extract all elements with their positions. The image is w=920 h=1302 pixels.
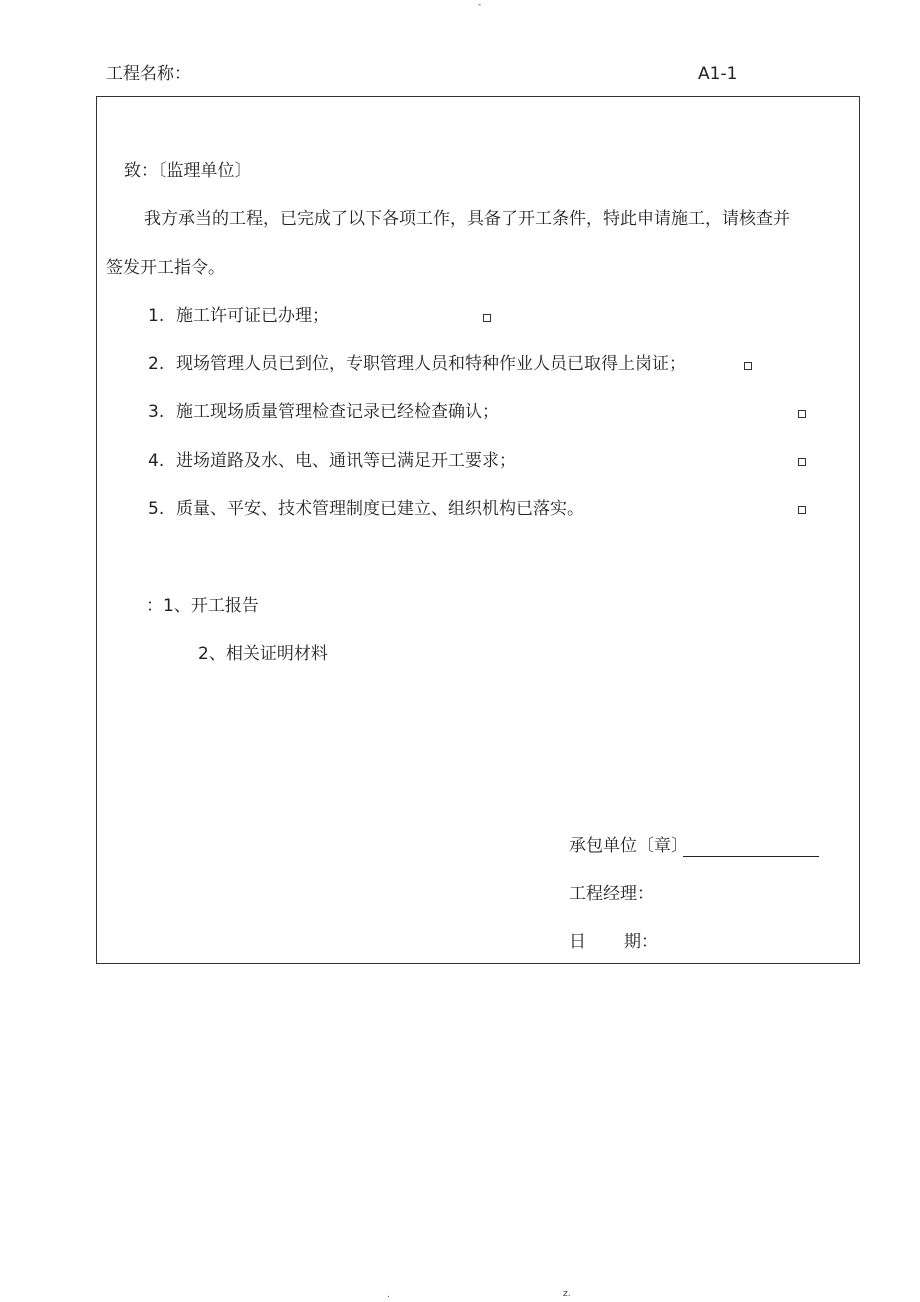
item-3-text: 施工现场质量管理检查记录已经检查确认；: [176, 402, 499, 422]
contractor-seal-label: 承包单位〔章〕: [569, 836, 688, 856]
footer-left: .: [387, 1290, 390, 1300]
form-code: A1-1: [698, 64, 738, 84]
item-5-checkbox[interactable]: [798, 506, 806, 514]
item-1-text: 施工许可证已办理；: [176, 306, 329, 326]
item-2-checkbox[interactable]: [744, 362, 752, 370]
date-label-char2: 期：: [624, 932, 658, 952]
project-name-label: 工程名称：: [106, 64, 191, 84]
item-3-number: 3.: [148, 402, 165, 422]
item-5-number: 5.: [148, 499, 165, 519]
footer-right: z.: [563, 1289, 571, 1299]
contractor-signature-line[interactable]: [683, 856, 819, 857]
item-1-number: 1.: [148, 306, 165, 326]
paragraph-line-2: 签发开工指令。: [106, 258, 225, 278]
top-mark: -: [478, 0, 482, 10]
date-label-char1: 日: [569, 932, 586, 952]
addressee: 致：〔监理单位〕: [124, 161, 252, 181]
item-4-text: 进场道路及水、电、通讯等已满足开工要求；: [176, 451, 516, 471]
attachment-1: ：1、开工报告: [146, 596, 259, 616]
item-4-checkbox[interactable]: [798, 458, 806, 466]
item-2-text: 现场管理人员已到位，专职管理人员和特种作业人员已取得上岗证；: [176, 354, 686, 374]
item-2-number: 2.: [148, 354, 165, 374]
item-3-checkbox[interactable]: [798, 410, 806, 418]
item-5-text: 质量、平安、技术管理制度已建立、组织机构已落实。: [176, 499, 584, 519]
paragraph-line-1: 我方承当的工程，已完成了以下各项工作，具备了开工条件，特此申请施工，请核查并: [144, 209, 790, 229]
project-manager-label: 工程经理：: [569, 884, 654, 904]
attachment-2: 2、相关证明材料: [198, 644, 328, 664]
item-1-checkbox[interactable]: [483, 314, 491, 322]
item-4-number: 4.: [148, 451, 165, 471]
